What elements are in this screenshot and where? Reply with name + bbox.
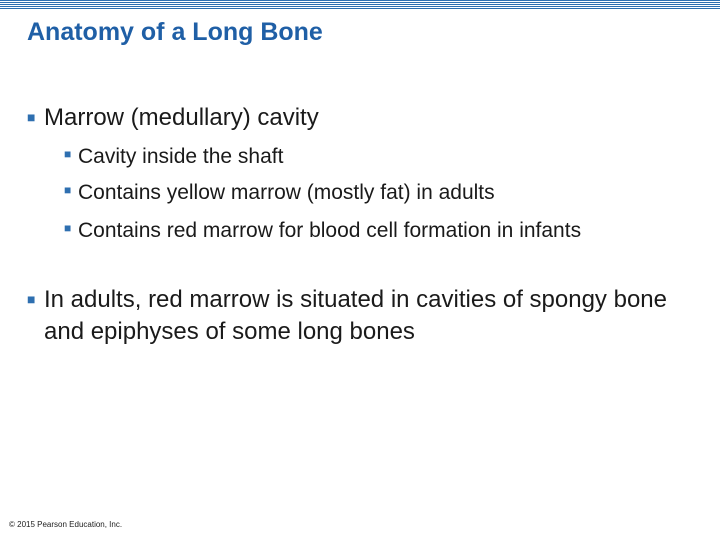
bullet-item bbox=[27, 102, 687, 134]
bullet-item bbox=[27, 284, 677, 348]
copyright-notice: © 2015 Pearson Education, Inc. bbox=[9, 520, 123, 529]
sub-bullet-text: Cavity inside the shaft bbox=[78, 145, 284, 168]
sub-bullet-item bbox=[64, 215, 634, 247]
square-bullet-icon: ■ bbox=[27, 291, 36, 307]
sub-bullet-text: Contains red marrow for blood cell formation in infants bbox=[78, 219, 582, 242]
sub-bullet-item bbox=[64, 177, 664, 209]
sub-bullet-item bbox=[64, 141, 664, 173]
square-bullet-icon: ■ bbox=[64, 147, 72, 161]
bullet-text: In adults, red marrow is situated in cavities of spongy bone and epiphyses of some long bones bbox=[44, 286, 667, 345]
square-bullet-icon: ■ bbox=[64, 183, 72, 197]
slide-title: Anatomy of a Long Bone bbox=[27, 18, 323, 46]
sub-bullet-text: Contains yellow marrow (mostly fat) in adults bbox=[78, 181, 495, 204]
square-bullet-icon: ■ bbox=[64, 221, 72, 235]
bullet-text: Marrow (medullary) cavity bbox=[44, 104, 319, 131]
header-stripes bbox=[0, 0, 720, 9]
square-bullet-icon: ■ bbox=[27, 109, 36, 125]
